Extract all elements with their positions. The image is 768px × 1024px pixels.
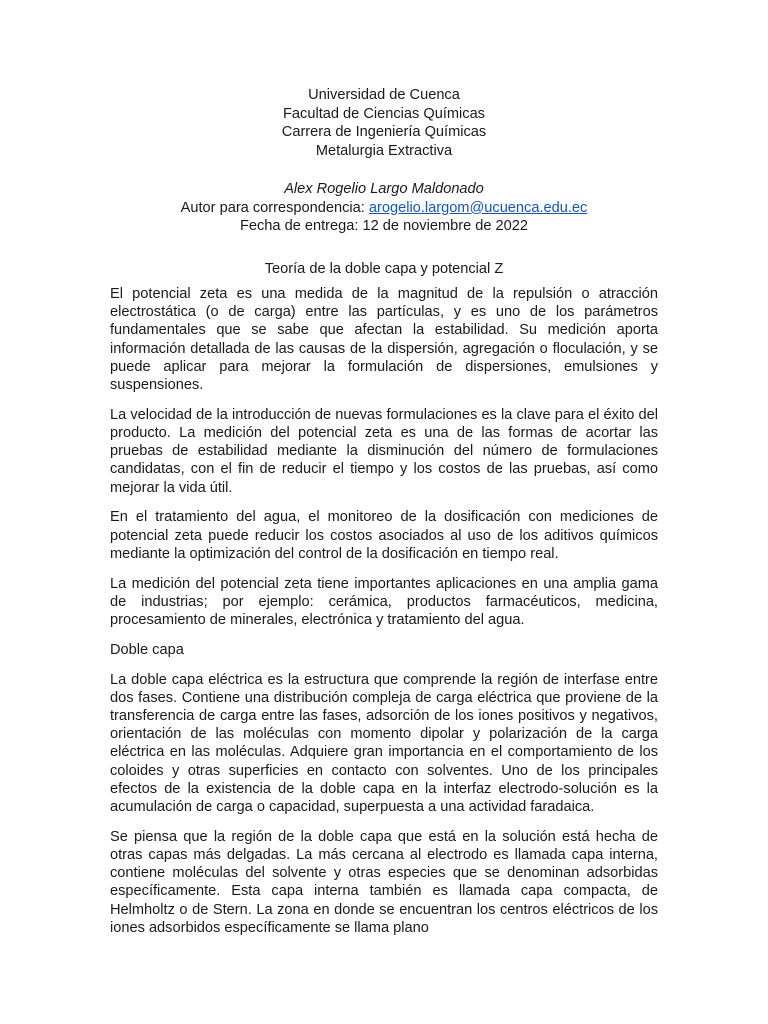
paragraph: Se piensa que la región de la doble capa que está en la solución está hecha de otras capas más delgadas. La más cercana al electrodo es llamada capa interna, contiene moléculas del solvente y otras especies que se denominan adsorbidas específicamente. Esta capa interna también es llamada capa compacta, de Helmholtz o de Stern. La zona en donde se encuentran los centros eléctricos de los iones adsorbidos específicamente se llama plano [110, 828, 658, 936]
career-name: Carrera de Ingeniería Químicas [281, 124, 487, 141]
paragraph: La medición del potencial zeta tiene importantes aplicaciones en una amplia gama de industrias; por ejemplo: cerámica, productos farmacéuticos, medicina, procesamiento de minerales, electrónica y tratamiento del agua. [110, 575, 658, 629]
course-name: Metalurgia Extractiva [315, 143, 453, 160]
author-header [0, 180, 768, 236]
document-title: Teoría de la doble capa y potencial Z [264, 261, 504, 277]
section-heading-doble-capa: Doble capa [110, 641, 184, 658]
institution-header [0, 86, 768, 161]
author-name: Alex Rogelio Largo Maldonado [284, 181, 484, 197]
author-email-link[interactable]: arogelio.largom@ucuenca.edu.ec [368, 199, 588, 216]
paragraph: La doble capa eléctrica es la estructura que comprende la región de interfase entre dos fases. Contiene una distribución compleja de carga eléctrica que proviene de la transferencia de carga entre las fases, adsorción de los iones positivos y negativos, orientación de las moléculas con momento dipolar y polarización de la carga eléctrica en las moléculas. Adquiere gran importancia en el comportamiento de los coloides y otras superficies en contacto con solventes. Uno de los principales efectos de la existencia de la doble capa en la interfaz electrodo-solución es la acumulación de carga o capacidad, superpuesta a una actividad faradaica. [110, 671, 658, 816]
correspondence-line [0, 199, 768, 218]
correspondence-label: Autor para correspondencia: [180, 199, 369, 216]
delivery-date: Fecha de entrega: 12 de noviembre de 2022 [239, 218, 529, 235]
faculty-name: Facultad de Ciencias Químicas [283, 105, 485, 122]
paragraph: El potencial zeta es una medida de la magnitud de la repulsión o atracción electrostática (o de carga) entre las partículas, y es uno de los parámetros fundamentales que se sabe que afectan la estabilidad. Su medición aporta información detallada de las causas de la dispersión, agregación o floculación, y se puede aplicar para mejorar la formulación de dispersiones, emulsiones y suspensiones. [110, 286, 658, 394]
paragraph: En el tratamiento del agua, el monitoreo de la dosificación con mediciones de potencial zeta puede reducir los costos asociados al uso de los aditivos químicos mediante la optimización del control de la dosificación en tiempo real. [110, 509, 658, 562]
document-body [110, 285, 658, 949]
paragraph: La velocidad de la introducción de nuevas formulaciones es la clave para el éxito del producto. La medición del potencial zeta es una de las formas de acortar las pruebas de estabilidad mediante la disminución del número de formulaciones candidatas, con el fin de reducir el tiempo y los costos de las pruebas, así como mejorar la vida útil. [110, 406, 658, 496]
university-name: Universidad de Cuenca [308, 87, 460, 103]
